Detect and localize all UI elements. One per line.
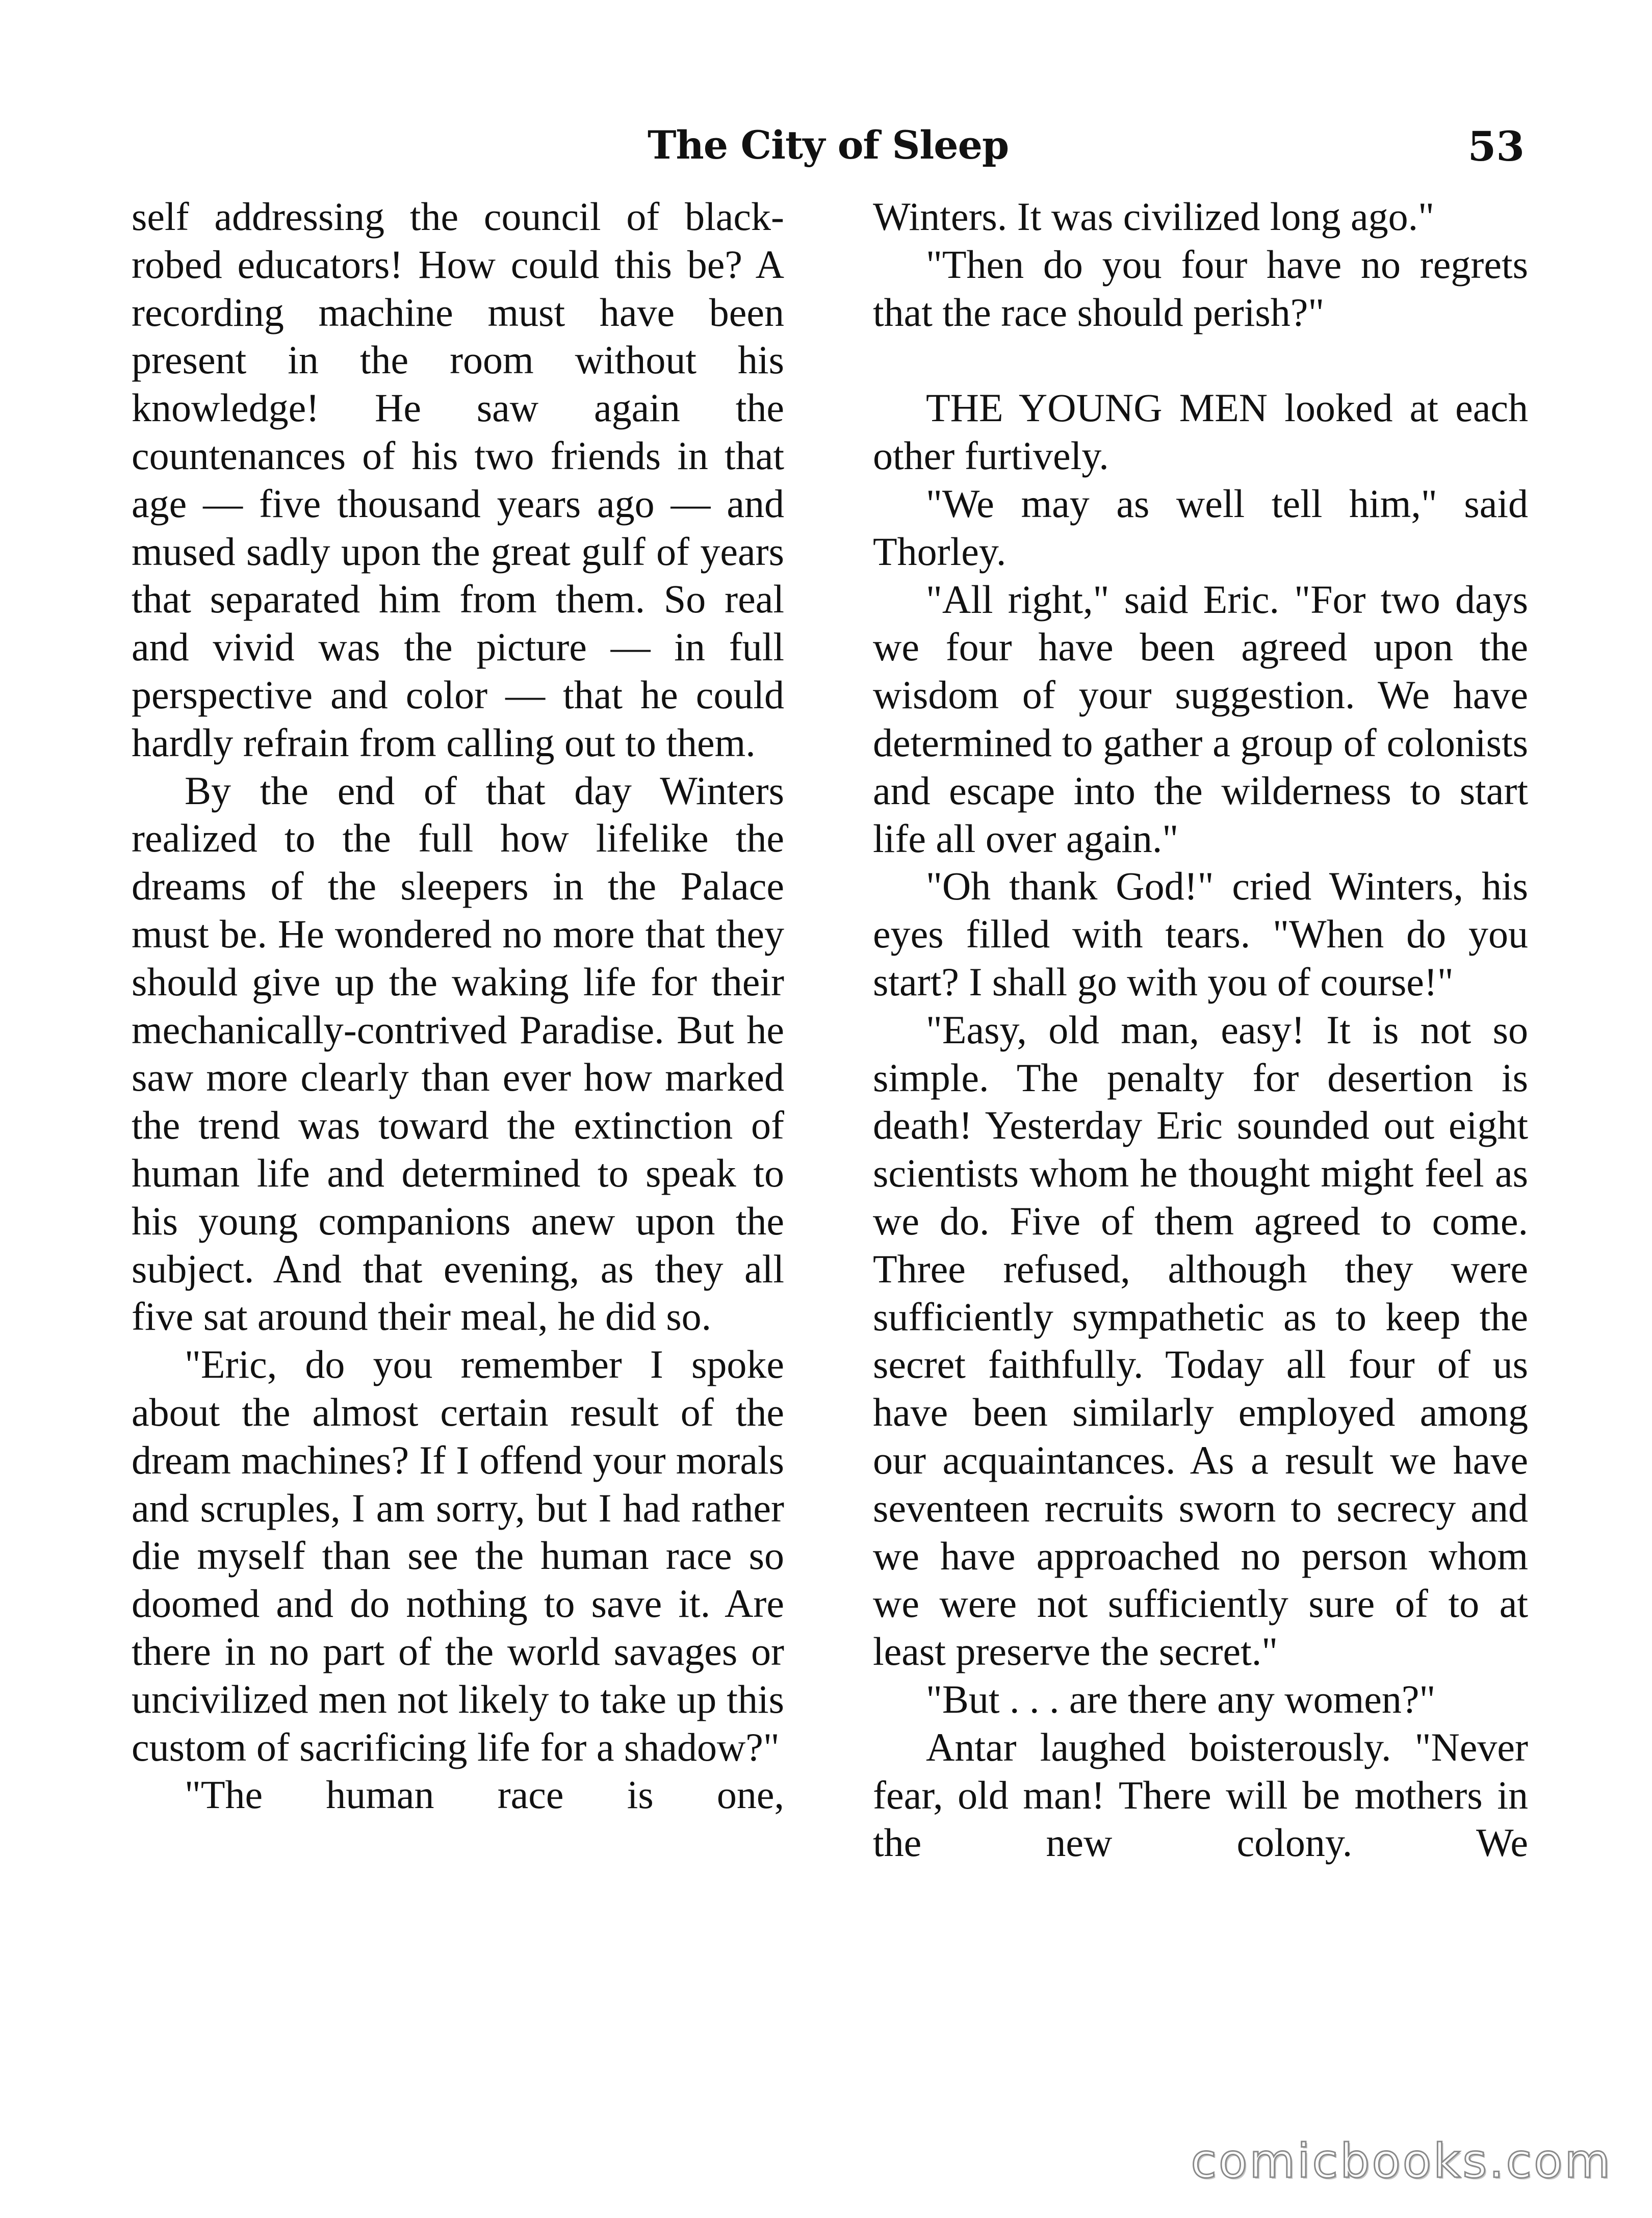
paragraph: By the end of that day Winters realized to the full how lifelike the dreams of the sleepers in the Palace must be. He wondered no more that they should give up the waking life for their mechanically-contrived Paradise. But he saw more clearly than ever how marked the trend was toward the extinction of human life and determined to speak to his young companions anew upon the subject. And that evening, as they all five sat around their meal, he did so. xyxy=(132,768,784,1339)
left-column xyxy=(132,193,784,1819)
paragraph: Antar laughed boisterously. "Never fear, old man! There will be mothers in the new colony. We xyxy=(873,1724,1528,1865)
paragraph: "Easy, old man, easy! It is not so simple. The penalty for desertion is death! Yesterday Eric sounded out eight scientists whom he thought might feel as we do. Five of them agreed to come. Three refused, although they were sufficiently sympathetic as to keep the secret faithfully. Today all four of us have been similarly employed among our acquaintances. As a result we have seventeen recruits sworn to secrecy and we have approached no person whom we were not sufficiently sure of to at least preserve the secret." xyxy=(873,1007,1528,1674)
paragraph: self addressing the council of black-robed educators! How could this be? A recording machine must have been present in the room without his knowledge! He saw again the countenances of his two friends in that age — five thousand years ago — and mused sadly upon the great gulf of years that separated him from them. So real and vivid was the picture — in full perspective and color — that he could hardly refrain from calling out to them. xyxy=(132,194,784,765)
paragraph: "Eric, do you remember I spoke about the almost certain result of the dream machines? If I offend your morals and scruples, I am sorry, but I had rather die myself than see the human race so doomed and do nothing to save it. Are there in no part of the world savages or uncivilized men not likely to take up this custom of sacrificing life for a shadow?" xyxy=(132,1342,784,1769)
paragraph: "But . . . are there any women?" xyxy=(926,1677,1436,1721)
section-opening-paragraph: THE YOUNG MEN looked at each other furtively. xyxy=(873,385,1528,478)
watermark-logo: comicbooks.com xyxy=(1191,2134,1612,2188)
paragraph: "The human race is one, xyxy=(185,1772,784,1817)
paragraph: "Oh thank God!" cried Winters, his eyes filled with tears. "When do you start? I shall go with you of course!" xyxy=(873,864,1528,1004)
paragraph: "Then do you four have no regrets that the race should perish?" xyxy=(873,242,1528,334)
running-title: The City of Sleep xyxy=(648,122,1009,168)
right-column xyxy=(873,193,1528,1867)
page-number: 53 xyxy=(1467,122,1525,170)
paragraph: "We may as well tell him," said Thorley. xyxy=(873,481,1528,574)
paragraph: "All right," said Eric. "For two days we four have been agreed upon the wisdom of your suggestion. We have determined to gather a group of colonists and escape into the wilderness to start life all over again." xyxy=(873,577,1528,861)
paragraph: Winters. It was civilized long ago." xyxy=(873,194,1434,239)
page-header xyxy=(0,122,1652,184)
